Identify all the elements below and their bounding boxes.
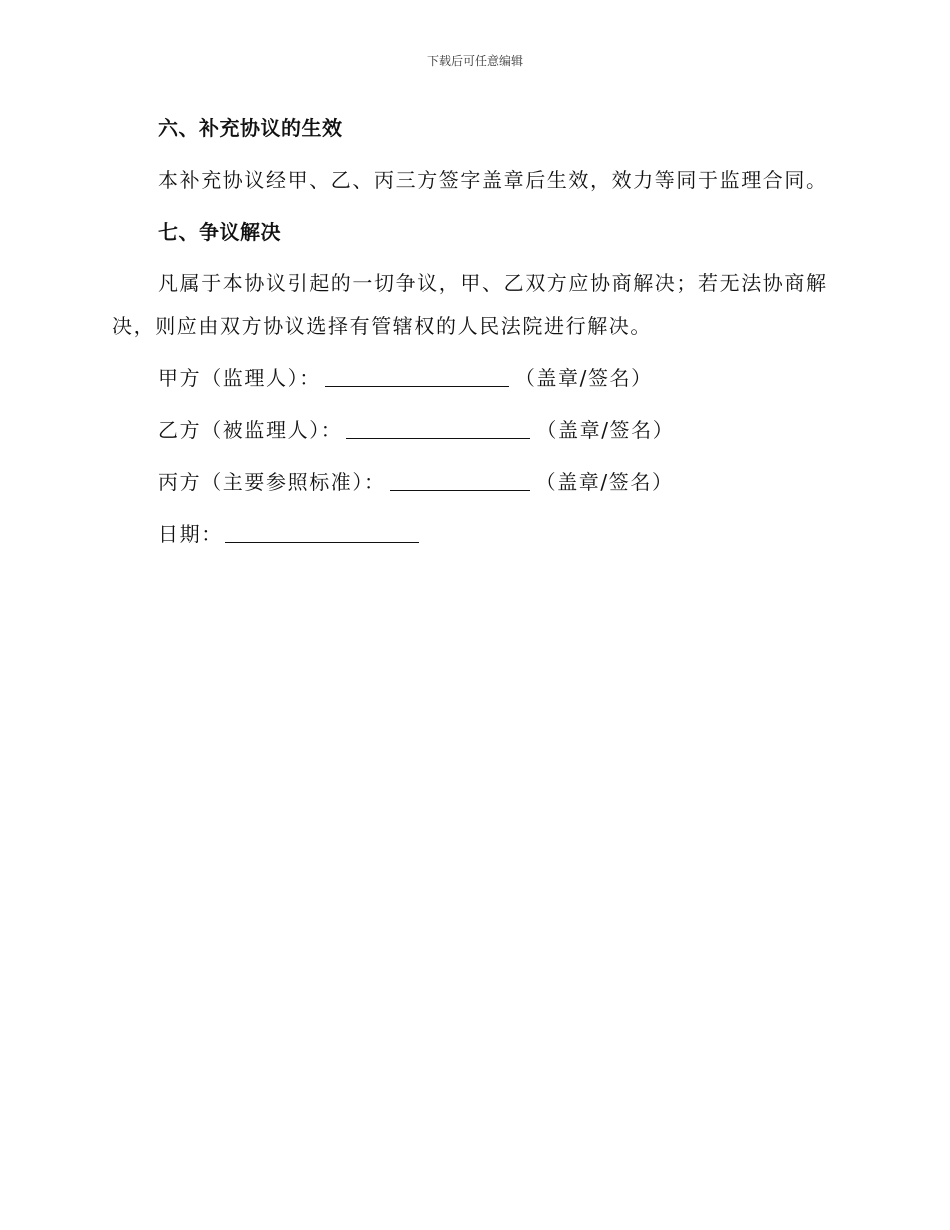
signature-blank-party-a[interactable] bbox=[325, 366, 509, 387]
date-blank[interactable] bbox=[225, 522, 419, 543]
signature-label-party-c: 丙方（主要参照标准）： bbox=[158, 470, 386, 494]
signature-line-party-b bbox=[158, 416, 674, 443]
paragraph-dispute-line-2: 决，则应由双方协议选择有管辖权的人民法院进行解决。 bbox=[112, 314, 652, 338]
signature-line-party-a bbox=[158, 364, 653, 391]
signature-suffix-party-a: （盖章/签名） bbox=[514, 366, 653, 390]
signature-suffix-party-b: （盖章/签名） bbox=[536, 418, 675, 442]
signature-blank-party-c[interactable] bbox=[390, 470, 530, 491]
paragraph-effectiveness: 本补充协议经甲、乙、丙三方签字盖章后生效，效力等同于监理合同。 bbox=[158, 168, 828, 192]
signature-line-party-c bbox=[158, 468, 674, 495]
date-line bbox=[158, 520, 425, 547]
signature-blank-party-b[interactable] bbox=[346, 418, 530, 439]
paragraph-dispute-line-1: 凡属于本协议引起的一切争议，甲、乙双方应协商解决；若无法协商解 bbox=[158, 271, 828, 295]
signature-label-party-b: 乙方（被监理人）： bbox=[158, 418, 343, 442]
section-heading-effectiveness: 六、补充协议的生效 bbox=[158, 116, 343, 140]
date-label: 日期： bbox=[158, 522, 223, 546]
page-header: 下载后可任意编辑 bbox=[426, 54, 523, 68]
section-heading-dispute: 七、争议解决 bbox=[158, 220, 281, 244]
signature-suffix-party-c: （盖章/签名） bbox=[535, 470, 674, 494]
signature-label-party-a: 甲方（监理人）： bbox=[158, 366, 321, 390]
